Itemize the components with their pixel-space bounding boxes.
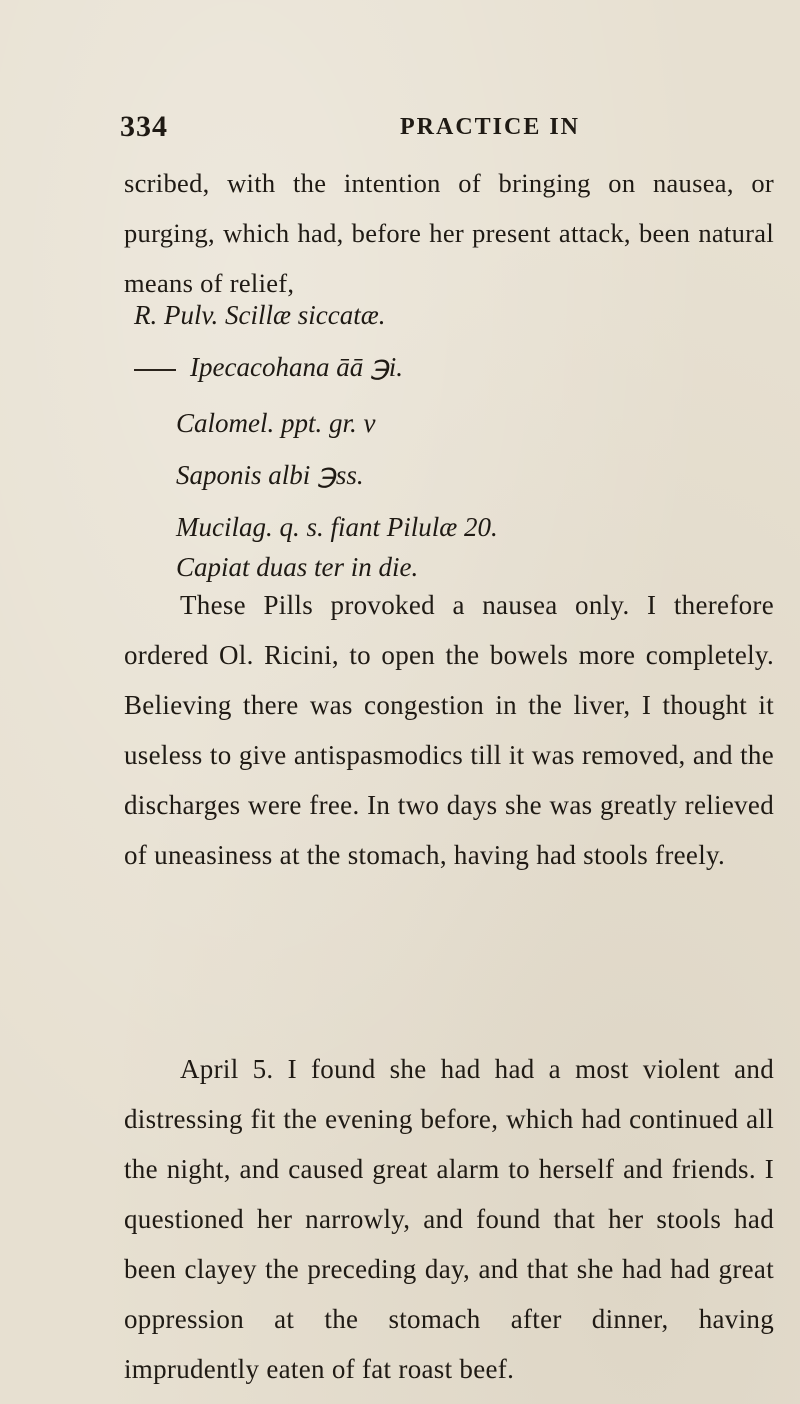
prescription-line-3: [176, 408, 376, 439]
prescription-line-4: [176, 460, 364, 491]
page-number: 334: [120, 110, 168, 143]
prescription-text-1: R. Pulv. Scillæ siccatæ.: [134, 300, 386, 330]
paragraph-continuation: scribed, with the intention of bringing on nausea, or purging, which had, before her present attack, been natural means of relief,: [124, 168, 774, 298]
ditto-dash: [134, 369, 176, 371]
prescription-line-2: [134, 352, 403, 383]
page-header: [0, 110, 800, 150]
prescription-text-4: Saponis albi ℈ss.: [176, 460, 364, 490]
prescription-line-1: [134, 300, 385, 331]
prescription-text-6: Capiat duas ter in die.: [176, 552, 419, 582]
prescription-text-2: Ipecacohana āā ℈i.: [190, 352, 404, 382]
running-head: PRACTICE IN: [400, 114, 581, 140]
prescription-line-6: [176, 552, 418, 583]
paragraph-april-5: April 5. I found she had had a most violent and distressing fit the evening before, which had continued all the night, and caused great alarm to herself and friends. I questioned her narrowly, and found that her stools had been clayey the preceding day, and that she had had great oppression at the stomach after dinner, having imprudently eaten of fat roast beef.: [124, 1054, 774, 1384]
prescription-line-5: [176, 512, 498, 543]
prescription-text-5: Mucilag. q. s. fiant Pilulæ 20.: [176, 512, 498, 542]
paragraph-pills: These Pills provoked a nausea only. I therefore ordered Ol. Ricini, to open the bowels more completely. Believing there was congestion in the liver, I thought it useless to give antispasmodics till it was removed, and the discharges were free. In two days she was greatly relieved of uneasiness at the stomach, having had stools freely.: [124, 590, 774, 870]
prescription-text-3: Calomel. ppt. gr. v: [176, 408, 376, 438]
